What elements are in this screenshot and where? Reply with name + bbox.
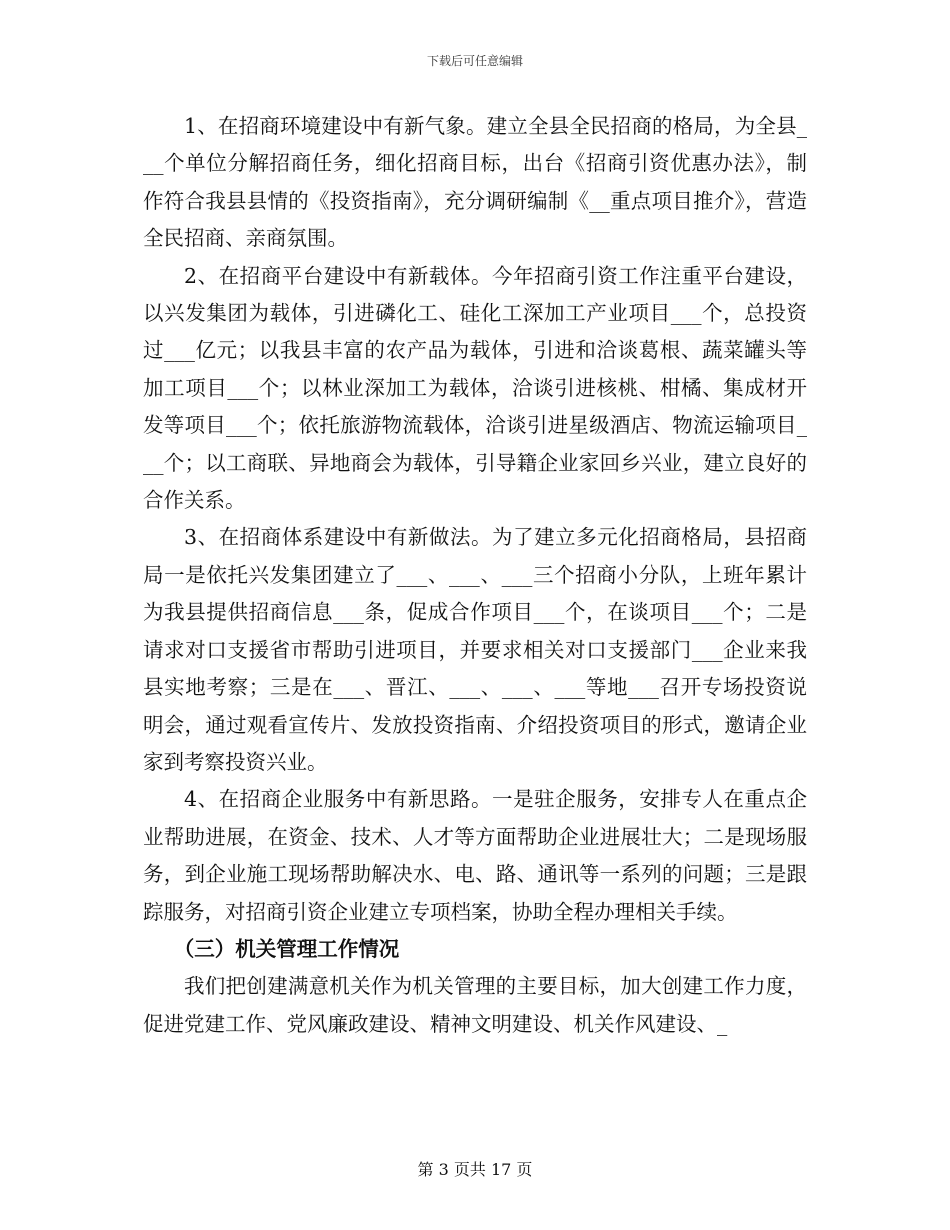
page-footer: 第 3 页共 17 页 [417,1160,533,1179]
page-header: 下载后可任意编辑 [426,54,523,68]
closing-paragraph: 我们把创建满意机关作为机关管理的主要目标，加大创建工作力度，促进党建工作、党风廉政建设、精神文明建设、机关作风建设、_ [143,974,807,1036]
paragraph-3: 3、在招商体系建设中有新做法。为了建立多元化招商格局，县招商局一是依托兴发集团建立了___、___、___三个招商小分队，上班年累计为我县提供招商信息___条，促成合作项目___个，在谈项目___个；二是请求对口支援省市帮助引进项目，并要求相关对口支援部门___企业来我县实地考察；三是在___、晋江、___、___、___等地___召开专场投资说明会，通过观看宣传片、发放投资指南、介绍投资项目的形式，邀请企业家到考察投资兴业。 [143,525,807,774]
section-heading: （三）机关管理工作情况 [173,936,400,961]
paragraph-2: 2、在招商平台建设中有新载体。今年招商引资工作注重平台建设，以兴发集团为载体，引进磷化工、硅化工深加工产业项目___个，总投资过___亿元；以我县丰富的农产品为载体，引进和洽谈葛根、蔬菜罐头等加工项目___个；以林业深加工为载体，洽谈引进核桃、柑橘、集成材开发等项目___个；依托旅游物流载体，洽谈引进星级酒店、物流运输项目___个；以工商联、异地商会为载体，引导籍企业家回乡兴业，建立良好的合作关系。 [143,263,807,513]
document-body [143,108,807,1043]
paragraph-4: 4、在招商企业服务中有新思路。一是驻企服务，安排专人在重点企业帮助进展，在资金、技术、人才等方面帮助企业进展壮大；二是现场服务，到企业施工现场帮助解决水、电、路、通讯等一系列的问题；三是跟踪服务，对招商引资企业建立专项档案，协助全程办理相关手续。 [143,787,807,924]
paragraph-1: 1、在招商环境建设中有新气象。建立全县全民招商的格局，为全县___个单位分解招商任务，细化招商目标，出台《招商引资优惠办法》，制作符合我县县情的《投资指南》，充分调研编制《__重点项目推介》，营造全民招商、亲商氛围。 [143,114,807,251]
